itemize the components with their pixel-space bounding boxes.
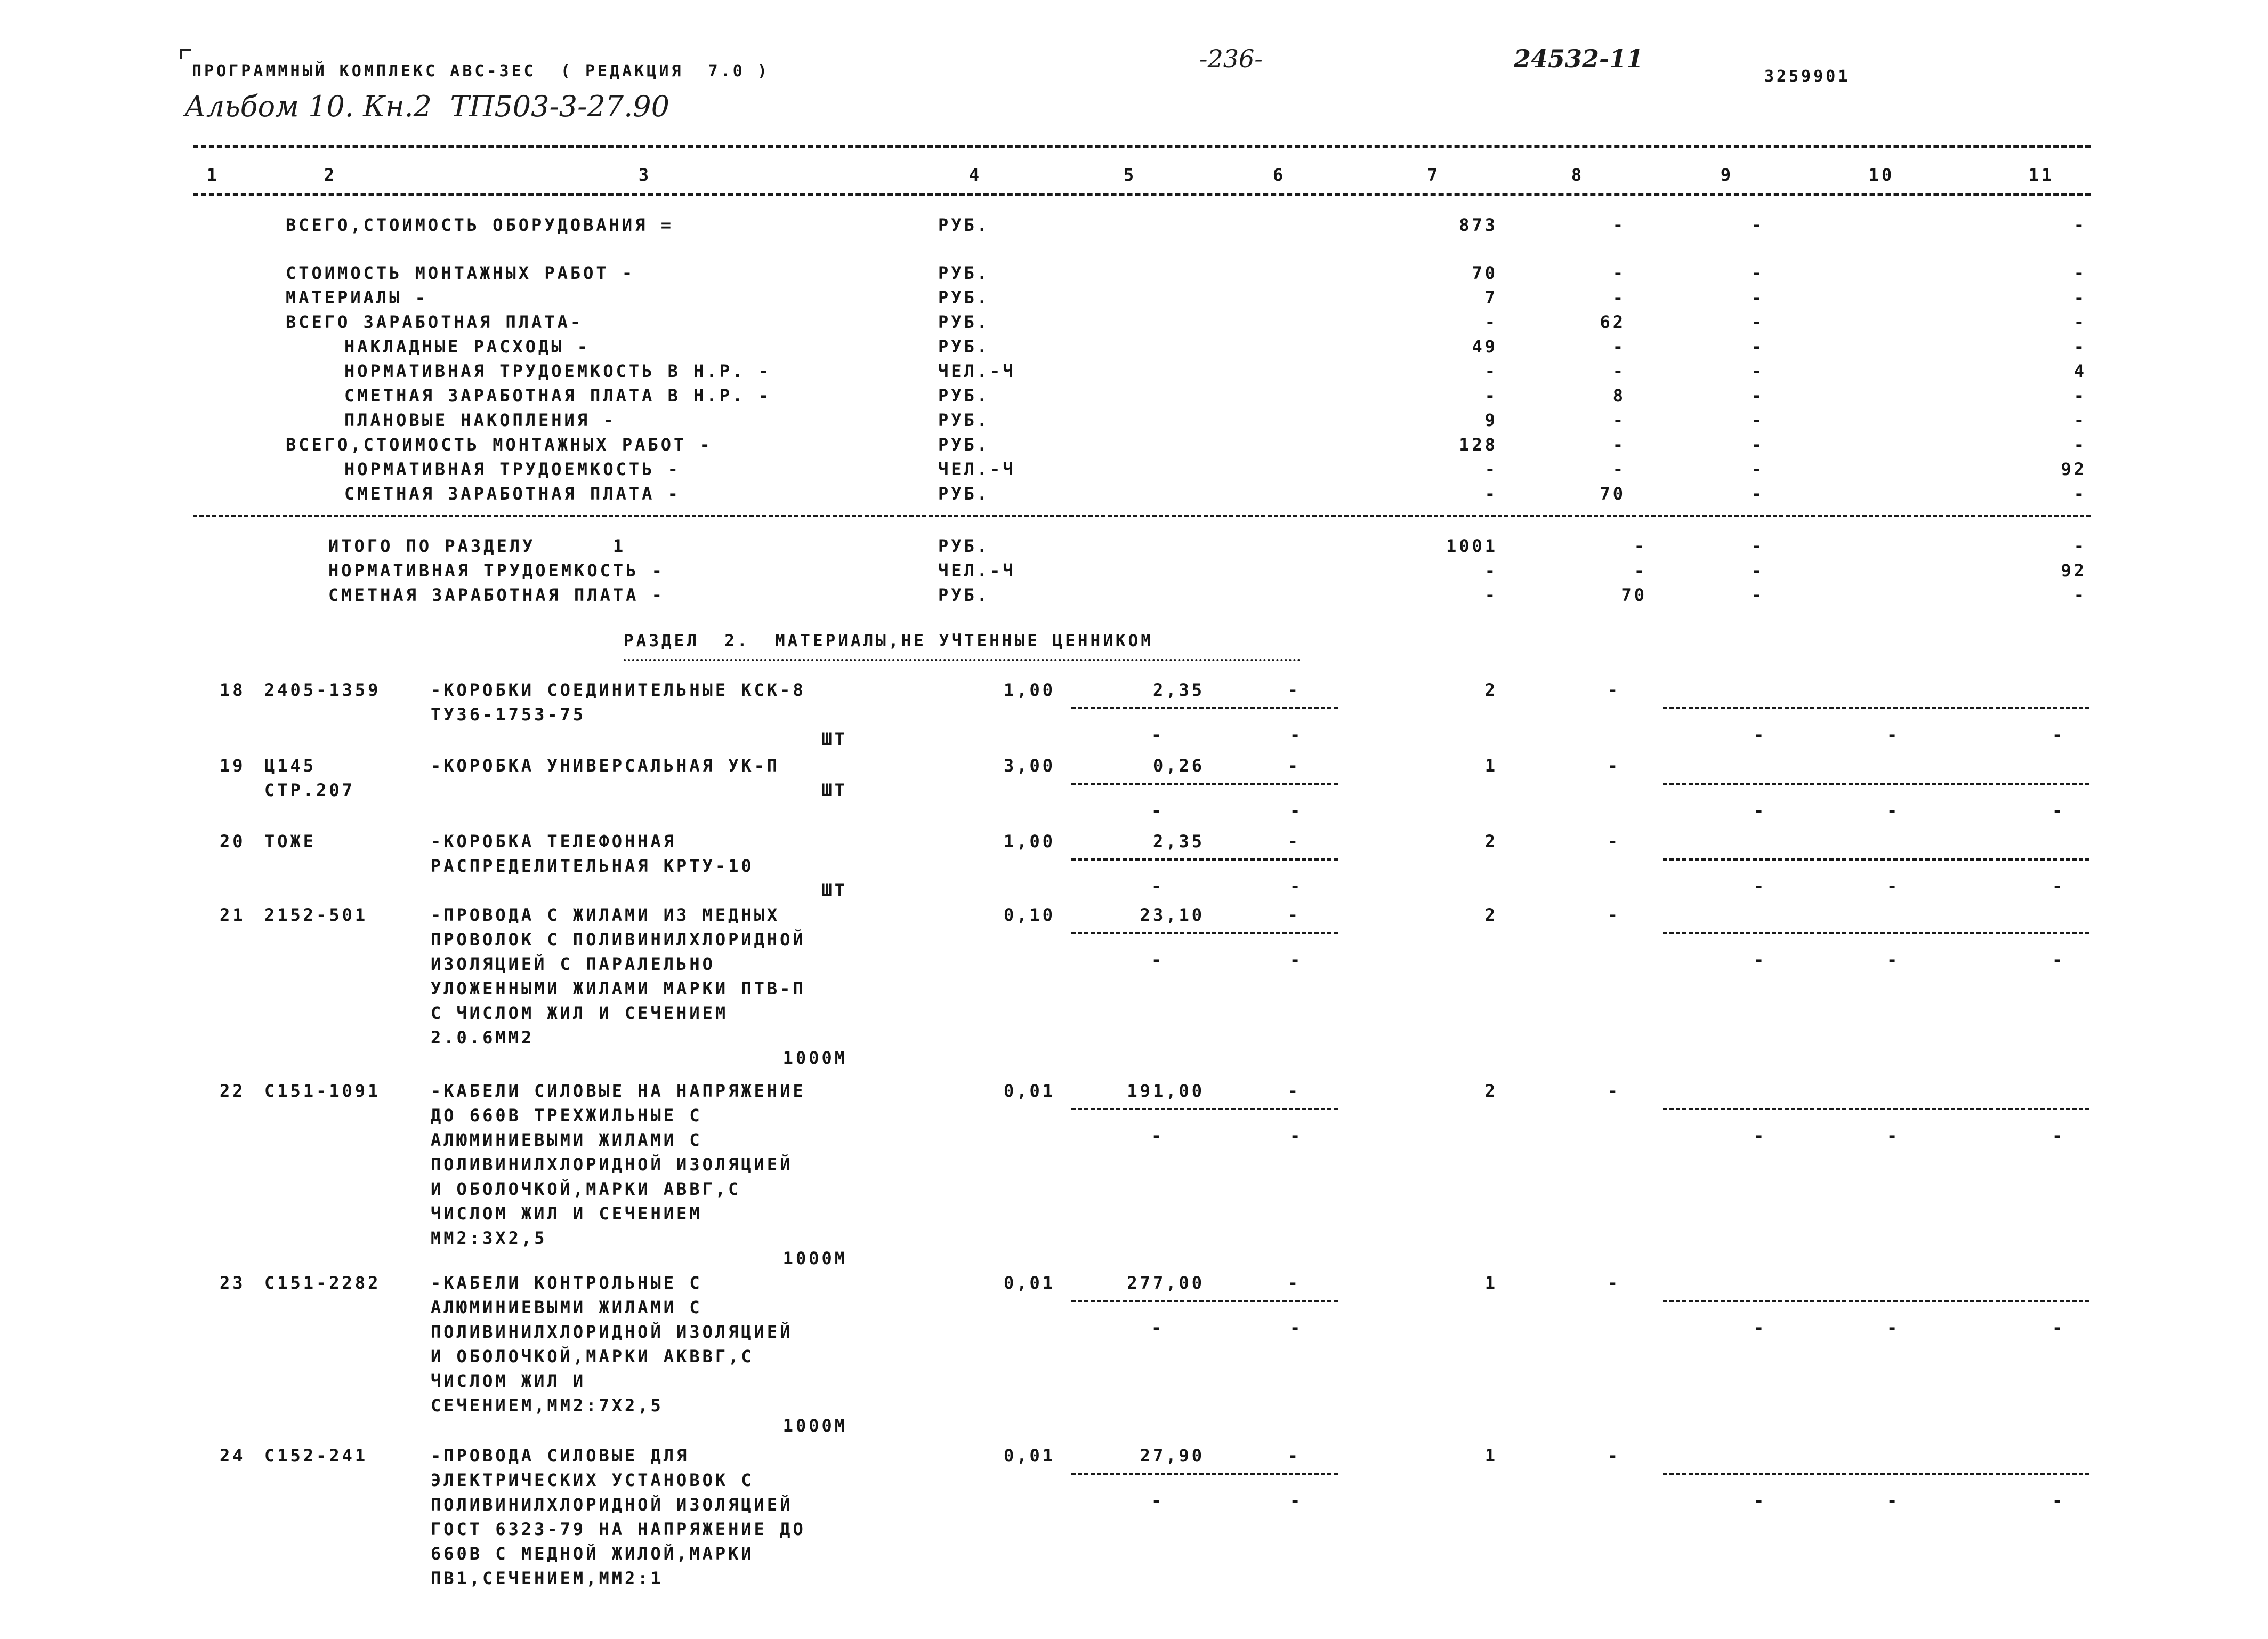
item-col6: - xyxy=(1287,1273,1301,1293)
item-lower-col6: - xyxy=(1290,876,1303,896)
item-description: -КАБЕЛИ СИЛОВЫЕ НА НАПРЯЖЕНИЕ xyxy=(431,1081,806,1101)
item-quantity: 0,01 xyxy=(1003,1273,1055,1293)
item-quantity: 0,01 xyxy=(1003,1081,1055,1101)
item-lower-col6: - xyxy=(1290,800,1303,821)
summary-col7: 70 xyxy=(1472,263,1498,283)
program-header: ПРОГРАММНЫЙ КОМПЛЕКС АВС-ЗЕС ( РЕДАКЦИЯ 7.0 ) xyxy=(192,62,770,81)
summary-unit: РУБ. xyxy=(938,336,990,357)
summary-label: СМЕТНАЯ ЗАРАБОТНАЯ ПЛАТА - xyxy=(344,484,681,504)
summary-col7: - xyxy=(1484,312,1498,332)
item-lower-col9: - xyxy=(1754,950,1767,970)
item-lower-col11: - xyxy=(2052,1126,2065,1146)
item-lower-col6: - xyxy=(1290,725,1303,745)
item-code: СТР.207 xyxy=(264,780,355,800)
total-col11: - xyxy=(2073,585,2087,605)
total-col8: - xyxy=(1634,536,1647,556)
item-col8: - xyxy=(1607,1445,1620,1466)
column-header-4: 4 xyxy=(968,165,982,185)
item-lower-col5: - xyxy=(1151,725,1165,745)
summary-col8: - xyxy=(1612,336,1626,357)
summary-col11: - xyxy=(2073,385,2087,406)
total-col11: - xyxy=(2073,536,2087,556)
summary-unit: ЧЕЛ.-Ч xyxy=(938,361,1016,381)
summary-unit: РУБ. xyxy=(938,484,990,504)
corner-mark xyxy=(180,49,191,59)
item-number: 20 xyxy=(220,831,246,851)
total-label: НОРМАТИВНАЯ ТРУДОЕМКОСТЬ - xyxy=(328,560,665,581)
summary-divider xyxy=(193,515,2091,517)
summary-col8: - xyxy=(1612,215,1626,235)
item-price-rule xyxy=(1071,858,1338,861)
item-lower-col6: - xyxy=(1290,1490,1303,1511)
item-right-rule xyxy=(1663,1300,2089,1302)
item-price: 2,35 xyxy=(1152,680,1205,700)
item-right-rule xyxy=(1663,783,2089,785)
item-description: -КОРОБКА ТЕЛЕФОННАЯ xyxy=(431,831,677,851)
total-col9: - xyxy=(1751,536,1764,556)
document-code: 24532-11 xyxy=(1514,44,1644,73)
column-header-2: 2 xyxy=(324,165,337,185)
item-description: ДО 660В ТРЕХЖИЛЬНЫЕ С xyxy=(431,1105,703,1126)
item-col8: - xyxy=(1607,756,1620,776)
summary-col7: 9 xyxy=(1484,410,1498,430)
item-lower-col5: - xyxy=(1151,1126,1165,1146)
summary-col8: - xyxy=(1612,435,1626,455)
total-unit: РУБ. xyxy=(938,585,990,605)
item-lower-col6: - xyxy=(1290,1126,1303,1146)
item-description: ММ2:3Х2,5 xyxy=(431,1228,547,1248)
item-number: 22 xyxy=(220,1081,246,1101)
item-number: 19 xyxy=(220,756,246,776)
item-number: 21 xyxy=(220,905,246,925)
item-price-rule xyxy=(1071,1300,1338,1302)
summary-label: ВСЕГО ЗАРАБОТНАЯ ПЛАТА- xyxy=(286,312,584,332)
item-code: С151-1091 xyxy=(264,1081,381,1101)
item-description: ЭЛЕКТРИЧЕСКИХ УСТАНОВОК С xyxy=(431,1470,754,1490)
item-lower-col11: - xyxy=(2052,950,2065,970)
item-unit: ШТ xyxy=(821,729,848,749)
item-col7: 2 xyxy=(1484,831,1498,851)
total-col11: 92 xyxy=(2061,560,2087,581)
item-code: 2405-1359 xyxy=(264,680,381,700)
item-col6: - xyxy=(1287,1081,1301,1101)
item-lower-col5: - xyxy=(1151,876,1165,896)
summary-col11: - xyxy=(2073,287,2087,308)
item-description: ПВ1,СЕЧЕНИЕМ,ММ2:1 xyxy=(431,1568,664,1588)
item-lower-col10: - xyxy=(1887,1126,1900,1146)
item-col6: - xyxy=(1287,756,1301,776)
item-lower-col10: - xyxy=(1887,1317,1900,1338)
summary-col11: - xyxy=(2073,484,2087,504)
item-price-rule xyxy=(1071,1473,1338,1475)
item-quantity: 0,10 xyxy=(1003,905,1055,925)
item-price: 0,26 xyxy=(1152,756,1205,776)
column-header-8: 8 xyxy=(1571,165,1585,185)
summary-label: НОРМАТИВНАЯ ТРУДОЕМКОСТЬ - xyxy=(344,459,681,479)
item-number: 24 xyxy=(220,1445,246,1466)
item-col7: 1 xyxy=(1484,1273,1498,1293)
item-col6: - xyxy=(1287,1445,1301,1466)
item-lower-col10: - xyxy=(1887,725,1900,745)
summary-col7: 873 xyxy=(1459,215,1498,235)
summary-col9: - xyxy=(1751,435,1764,455)
item-lower-col5: - xyxy=(1151,800,1165,821)
item-description: -КАБЕЛИ КОНТРОЛЬНЫЕ С xyxy=(431,1273,703,1293)
item-col8: - xyxy=(1607,905,1620,925)
item-description: ПОЛИВИНИЛХЛОРИДНОЙ ИЗОЛЯЦИЕЙ xyxy=(431,1154,793,1175)
item-code: ТОЖЕ xyxy=(264,831,317,851)
item-lower-col11: - xyxy=(2052,1490,2065,1511)
summary-col7: 7 xyxy=(1484,287,1498,308)
summary-col8: 70 xyxy=(1600,484,1626,504)
item-description: 2.0.6ММ2 xyxy=(431,1027,535,1048)
album-title: Альбом 10. Кн.2 ТП503-3-27.90 xyxy=(184,90,669,123)
summary-col9: - xyxy=(1751,215,1764,235)
summary-label: ВСЕГО,СТОИМОСТЬ МОНТАЖНЫХ РАБОТ - xyxy=(286,435,713,455)
item-description: ИЗОЛЯЦИЕЙ С ПАРАЛЕЛЬНО xyxy=(431,954,715,974)
item-price: 191,00 xyxy=(1127,1081,1205,1101)
item-col6: - xyxy=(1287,831,1301,851)
column-header-7: 7 xyxy=(1427,165,1441,185)
item-description: УЛОЖЕННЫМИ ЖИЛАМИ МАРКИ ПТВ-П xyxy=(431,978,806,999)
item-lower-col9: - xyxy=(1754,1317,1767,1338)
item-col8: - xyxy=(1607,831,1620,851)
item-quantity: 1,00 xyxy=(1003,680,1055,700)
total-col9: - xyxy=(1751,585,1764,605)
summary-col7: - xyxy=(1484,484,1498,504)
summary-col9: - xyxy=(1751,385,1764,406)
item-number: 18 xyxy=(220,680,246,700)
summary-label: НОРМАТИВНАЯ ТРУДОЕМКОСТЬ В Н.Р. - xyxy=(344,361,771,381)
item-lower-col6: - xyxy=(1290,950,1303,970)
item-col8: - xyxy=(1607,1081,1620,1101)
item-right-rule xyxy=(1663,1108,2089,1110)
item-lower-col9: - xyxy=(1754,800,1767,821)
item-lower-col11: - xyxy=(2052,1317,2065,1338)
column-header-6: 6 xyxy=(1272,165,1286,185)
summary-col7: 128 xyxy=(1459,435,1498,455)
item-description: ЧИСЛОМ ЖИЛ И СЕЧЕНИЕМ xyxy=(431,1203,703,1224)
total-col8: - xyxy=(1634,560,1647,581)
summary-col7: - xyxy=(1484,459,1498,479)
item-code: С152-241 xyxy=(264,1445,368,1466)
item-col7: 1 xyxy=(1484,756,1498,776)
summary-label: ВСЕГО,СТОИМОСТЬ ОБОРУДОВАНИЯ = xyxy=(286,215,674,235)
summary-col7: - xyxy=(1484,385,1498,406)
summary-col9: - xyxy=(1751,361,1764,381)
item-description: АЛЮМИНИЕВЫМИ ЖИЛАМИ С xyxy=(431,1130,703,1150)
summary-col8: - xyxy=(1612,410,1626,430)
item-lower-col5: - xyxy=(1151,1490,1165,1511)
item-description: И ОБОЛОЧКОЙ,МАРКИ АВВГ,С xyxy=(431,1179,741,1199)
summary-col8: - xyxy=(1612,263,1626,283)
summary-label: СМЕТНАЯ ЗАРАБОТНАЯ ПЛАТА В Н.Р. - xyxy=(344,385,771,406)
summary-col8: - xyxy=(1612,459,1626,479)
item-description: -ПРОВОДА СИЛОВЫЕ ДЛЯ xyxy=(431,1445,690,1466)
item-right-rule xyxy=(1663,858,2089,861)
item-quantity: 3,00 xyxy=(1003,756,1055,776)
item-lower-col10: - xyxy=(1887,876,1900,896)
summary-label: ПЛАНОВЫЕ НАКОПЛЕНИЯ - xyxy=(344,410,616,430)
summary-col11: - xyxy=(2073,336,2087,357)
summary-unit: ЧЕЛ.-Ч xyxy=(938,459,1016,479)
item-price-rule xyxy=(1071,707,1338,709)
summary-col9: - xyxy=(1751,287,1764,308)
column-header-rule xyxy=(193,193,2091,196)
item-description: ЧИСЛОМ ЖИЛ И xyxy=(431,1371,586,1391)
item-price-rule xyxy=(1071,932,1338,934)
section-2-title: РАЗДЕЛ 2. МАТЕРИАЛЫ,НЕ УЧТЕННЫЕ ЦЕННИКОМ xyxy=(624,631,1153,650)
item-lower-col10: - xyxy=(1887,1490,1900,1511)
summary-unit: РУБ. xyxy=(938,435,990,455)
item-col8: - xyxy=(1607,680,1620,700)
item-lower-col11: - xyxy=(2052,725,2065,745)
page-number: -236- xyxy=(1199,44,1263,73)
secondary-code: 3259901 xyxy=(1764,67,1851,86)
total-label: СМЕТНАЯ ЗАРАБОТНАЯ ПЛАТА - xyxy=(328,585,665,605)
item-col7: 2 xyxy=(1484,680,1498,700)
item-lower-col9: - xyxy=(1754,1490,1767,1511)
item-lower-col9: - xyxy=(1754,1126,1767,1146)
summary-col11: 4 xyxy=(2073,361,2087,381)
item-lower-col11: - xyxy=(2052,800,2065,821)
item-lower-col11: - xyxy=(2052,876,2065,896)
item-unit: 1000М xyxy=(782,1048,848,1068)
item-lower-col9: - xyxy=(1754,876,1767,896)
summary-col9: - xyxy=(1751,459,1764,479)
item-description: ПРОВОЛОК С ПОЛИВИНИЛХЛОРИДНОЙ xyxy=(431,929,806,950)
item-col6: - xyxy=(1287,680,1301,700)
summary-col11: - xyxy=(2073,215,2087,235)
item-lower-col6: - xyxy=(1290,1317,1303,1338)
summary-col9: - xyxy=(1751,336,1764,357)
item-price: 27,90 xyxy=(1140,1445,1205,1466)
summary-col8: - xyxy=(1612,361,1626,381)
item-description: -КОРОБКИ СОЕДИНИТЕЛЬНЫЕ КСК-8 xyxy=(431,680,806,700)
total-unit: ЧЕЛ.-Ч xyxy=(938,560,1016,581)
item-unit: 1000М xyxy=(782,1416,848,1436)
total-col7: - xyxy=(1484,560,1498,581)
summary-col11: - xyxy=(2073,312,2087,332)
item-description: ГОСТ 6323-79 НА НАПРЯЖЕНИЕ ДО xyxy=(431,1519,806,1539)
summary-unit: РУБ. xyxy=(938,215,990,235)
item-quantity: 1,00 xyxy=(1003,831,1055,851)
item-code: 2152-501 xyxy=(264,905,368,925)
item-code: С151-2282 xyxy=(264,1273,381,1293)
item-unit: ШТ xyxy=(821,880,848,901)
item-description: СЕЧЕНИЕМ,ММ2:7Х2,5 xyxy=(431,1395,664,1416)
item-lower-col10: - xyxy=(1887,800,1900,821)
summary-label: СТОИМОСТЬ МОНТАЖНЫХ РАБОТ - xyxy=(286,263,635,283)
total-col7: 1001 xyxy=(1446,536,1498,556)
summary-label: НАКЛАДНЫЕ РАСХОДЫ - xyxy=(344,336,591,357)
summary-col9: - xyxy=(1751,263,1764,283)
item-lower-col9: - xyxy=(1754,725,1767,745)
summary-unit: РУБ. xyxy=(938,263,990,283)
summary-unit: РУБ. xyxy=(938,312,990,332)
item-col7: 1 xyxy=(1484,1445,1498,1466)
item-lower-col10: - xyxy=(1887,950,1900,970)
item-lower-col5: - xyxy=(1151,950,1165,970)
item-price-rule xyxy=(1071,1108,1338,1110)
summary-col11: - xyxy=(2073,435,2087,455)
summary-unit: РУБ. xyxy=(938,385,990,406)
item-right-rule xyxy=(1663,932,2089,934)
item-quantity: 0,01 xyxy=(1003,1445,1055,1466)
item-description: ТУ36-1753-75 xyxy=(431,704,586,725)
item-price: 23,10 xyxy=(1140,905,1205,925)
item-col8: - xyxy=(1607,1273,1620,1293)
item-description: -КОРОБКА УНИВЕРСАЛЬНАЯ УК-П xyxy=(431,756,780,776)
item-unit: 1000М xyxy=(782,1248,848,1268)
summary-col8: 8 xyxy=(1612,385,1626,406)
item-description: 660В С МЕДНОЙ ЖИЛОЙ,МАРКИ xyxy=(431,1544,754,1564)
item-number: 23 xyxy=(220,1273,246,1293)
column-header-3: 3 xyxy=(638,165,652,185)
summary-col11: - xyxy=(2073,410,2087,430)
item-description: АЛЮМИНИЕВЫМИ ЖИЛАМИ С xyxy=(431,1297,703,1317)
total-col7: - xyxy=(1484,585,1498,605)
item-description: И ОБОЛОЧКОЙ,МАРКИ АКВВГ,С xyxy=(431,1346,754,1367)
column-header-9: 9 xyxy=(1720,165,1734,185)
item-description: С ЧИСЛОМ ЖИЛ И СЕЧЕНИЕМ xyxy=(431,1003,729,1023)
item-description: РАСПРЕДЕЛИТЕЛЬНАЯ КРТУ-10 xyxy=(431,856,754,876)
summary-col11: 92 xyxy=(2061,459,2087,479)
item-right-rule xyxy=(1663,1473,2089,1475)
item-description: ПОЛИВИНИЛХЛОРИДНОЙ ИЗОЛЯЦИЕЙ xyxy=(431,1322,793,1342)
item-price: 2,35 xyxy=(1152,831,1205,851)
item-description: ПОЛИВИНИЛХЛОРИДНОЙ ИЗОЛЯЦИЕЙ xyxy=(431,1495,793,1515)
total-col8: 70 xyxy=(1621,585,1647,605)
item-col7: 2 xyxy=(1484,905,1498,925)
item-description: -ПРОВОДА С ЖИЛАМИ ИЗ МЕДНЫХ xyxy=(431,905,780,925)
summary-col9: - xyxy=(1751,410,1764,430)
item-unit: ШТ xyxy=(821,780,848,800)
summary-unit: РУБ. xyxy=(938,287,990,308)
summary-col7: 49 xyxy=(1472,336,1498,357)
item-lower-col5: - xyxy=(1151,1317,1165,1338)
summary-col11: - xyxy=(2073,263,2087,283)
summary-col9: - xyxy=(1751,312,1764,332)
item-col6: - xyxy=(1287,905,1301,925)
item-price-rule xyxy=(1071,783,1338,785)
item-right-rule xyxy=(1663,707,2089,709)
item-price: 277,00 xyxy=(1127,1273,1205,1293)
summary-label: МАТЕРИАЛЫ - xyxy=(286,287,428,308)
total-label: ИТОГО ПО РАЗДЕЛУ 1 xyxy=(328,536,626,556)
column-header-5: 5 xyxy=(1123,165,1137,185)
item-code: Ц145 xyxy=(264,756,317,776)
section-2-underline xyxy=(624,659,1301,661)
item-col7: 2 xyxy=(1484,1081,1498,1101)
column-header-11: 11 xyxy=(2028,165,2055,185)
summary-col8: 62 xyxy=(1600,312,1626,332)
column-header-1: 1 xyxy=(206,165,220,185)
total-col9: - xyxy=(1751,560,1764,581)
table-top-rule xyxy=(193,145,2091,148)
summary-col8: - xyxy=(1612,287,1626,308)
summary-unit: РУБ. xyxy=(938,410,990,430)
summary-col9: - xyxy=(1751,484,1764,504)
total-unit: РУБ. xyxy=(938,536,990,556)
summary-col7: - xyxy=(1484,361,1498,381)
column-header-10: 10 xyxy=(1868,165,1895,185)
